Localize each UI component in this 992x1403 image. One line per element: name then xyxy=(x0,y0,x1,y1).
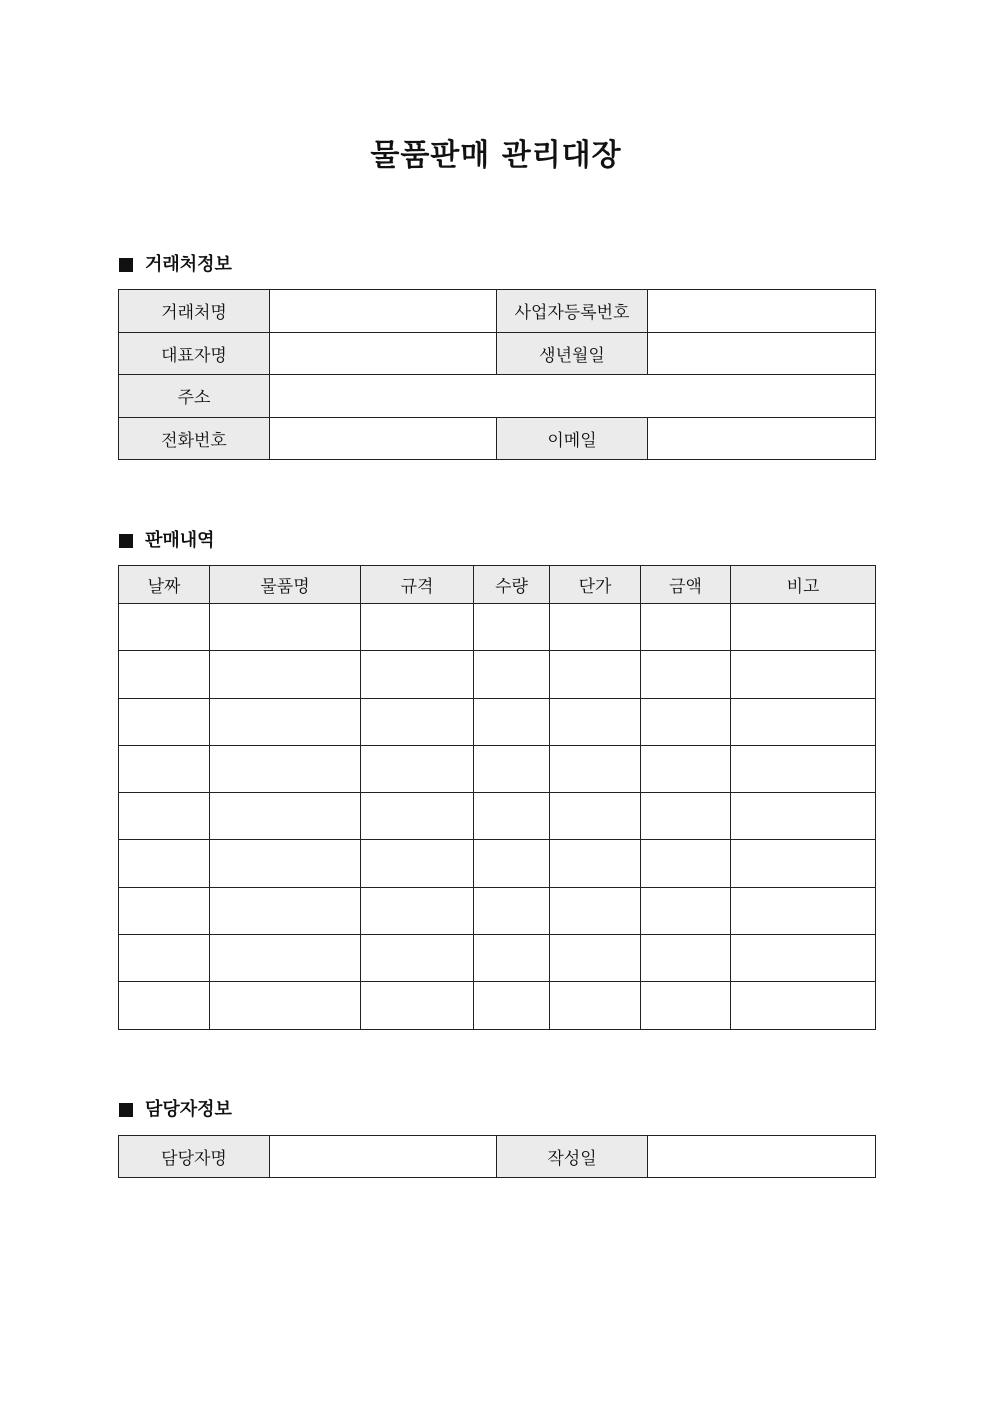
sales-cell-spec[interactable] xyxy=(361,982,474,1029)
sales-cell-amount[interactable] xyxy=(641,651,731,698)
sales-cell-spec[interactable] xyxy=(361,840,474,887)
address-field[interactable] xyxy=(270,375,876,418)
table-row xyxy=(119,651,876,698)
manager-info-heading xyxy=(119,1098,232,1122)
sales-cell-note[interactable] xyxy=(731,793,876,840)
sales-cell-unit-price[interactable] xyxy=(550,887,641,934)
email-field[interactable] xyxy=(648,417,876,460)
sales-cell-spec[interactable] xyxy=(361,745,474,792)
section-bullet-icon xyxy=(119,258,133,272)
business-number-field[interactable] xyxy=(648,290,876,333)
sales-cell-quantity[interactable] xyxy=(474,935,550,982)
table-row xyxy=(119,982,876,1029)
sales-cell-amount[interactable] xyxy=(641,793,731,840)
sales-cell-quantity[interactable] xyxy=(474,745,550,792)
partner-name-label: 거래처명 xyxy=(119,290,270,333)
sales-cell-spec[interactable] xyxy=(361,887,474,934)
table-row xyxy=(119,698,876,745)
sales-cell-item-name[interactable] xyxy=(210,935,361,982)
sales-cell-date[interactable] xyxy=(119,840,210,887)
written-date-label: 작성일 xyxy=(497,1136,648,1178)
sales-cell-note[interactable] xyxy=(731,935,876,982)
partner-row-representative xyxy=(119,332,876,375)
address-label: 주소 xyxy=(119,375,270,418)
sales-cell-amount[interactable] xyxy=(641,982,731,1029)
sales-cell-amount[interactable] xyxy=(641,604,731,651)
sales-cell-item-name[interactable] xyxy=(210,887,361,934)
sales-cell-unit-price[interactable] xyxy=(550,982,641,1029)
partner-info-table xyxy=(118,289,876,460)
sales-cell-quantity[interactable] xyxy=(474,887,550,934)
table-row xyxy=(119,935,876,982)
sales-cell-date[interactable] xyxy=(119,745,210,792)
sales-cell-unit-price[interactable] xyxy=(550,935,641,982)
sales-cell-spec[interactable] xyxy=(361,651,474,698)
sales-cell-note[interactable] xyxy=(731,887,876,934)
table-row xyxy=(119,793,876,840)
sales-cell-date[interactable] xyxy=(119,982,210,1029)
partner-row-address xyxy=(119,375,876,418)
manager-info-heading-label: 담당자정보 xyxy=(145,1099,232,1120)
sales-cell-unit-price[interactable] xyxy=(550,651,641,698)
sales-header-row xyxy=(119,566,876,604)
sales-cell-amount[interactable] xyxy=(641,935,731,982)
partner-row-name xyxy=(119,290,876,333)
sales-cell-unit-price[interactable] xyxy=(550,745,641,792)
sales-cell-date[interactable] xyxy=(119,935,210,982)
sales-cell-quantity[interactable] xyxy=(474,840,550,887)
sales-cell-item-name[interactable] xyxy=(210,793,361,840)
sales-cell-date[interactable] xyxy=(119,651,210,698)
manager-row xyxy=(119,1136,876,1178)
sales-table xyxy=(118,565,876,1030)
section-bullet-icon xyxy=(119,534,133,548)
partner-name-field[interactable] xyxy=(270,290,497,333)
sales-cell-quantity[interactable] xyxy=(474,698,550,745)
page-title: 물품판매 관리대장 xyxy=(370,138,622,173)
sales-cell-note[interactable] xyxy=(731,651,876,698)
sales-cell-item-name[interactable] xyxy=(210,982,361,1029)
business-number-label: 사업자등록번호 xyxy=(497,290,648,333)
email-label: 이메일 xyxy=(497,417,648,460)
sales-cell-date[interactable] xyxy=(119,698,210,745)
phone-field[interactable] xyxy=(270,417,497,460)
table-row xyxy=(119,745,876,792)
sales-cell-amount[interactable] xyxy=(641,840,731,887)
manager-info-table xyxy=(118,1135,876,1178)
sales-cell-unit-price[interactable] xyxy=(550,793,641,840)
table-row xyxy=(119,887,876,934)
partner-row-contact xyxy=(119,417,876,460)
sales-cell-unit-price[interactable] xyxy=(550,604,641,651)
column-header-date: 날짜 xyxy=(119,566,210,604)
sales-cell-quantity[interactable] xyxy=(474,604,550,651)
written-date-field[interactable] xyxy=(648,1136,876,1178)
column-header-quantity: 수량 xyxy=(474,566,550,604)
column-header-note: 비고 xyxy=(731,566,876,604)
sales-cell-spec[interactable] xyxy=(361,793,474,840)
representative-field[interactable] xyxy=(270,332,497,375)
table-row xyxy=(119,604,876,651)
column-header-item-name: 물품명 xyxy=(210,566,361,604)
sales-cell-spec[interactable] xyxy=(361,698,474,745)
section-bullet-icon xyxy=(119,1103,133,1117)
column-header-amount: 금액 xyxy=(641,566,731,604)
sales-cell-date[interactable] xyxy=(119,793,210,840)
sales-cell-unit-price[interactable] xyxy=(550,698,641,745)
sales-cell-note[interactable] xyxy=(731,982,876,1029)
partner-info-heading-label: 거래처정보 xyxy=(145,254,232,275)
sales-cell-quantity[interactable] xyxy=(474,793,550,840)
sales-cell-spec[interactable] xyxy=(361,935,474,982)
phone-label: 전화번호 xyxy=(119,417,270,460)
sales-cell-item-name[interactable] xyxy=(210,840,361,887)
sales-cell-date[interactable] xyxy=(119,604,210,651)
sales-cell-item-name[interactable] xyxy=(210,745,361,792)
manager-name-label: 담당자명 xyxy=(119,1136,270,1178)
sales-heading-label: 판매내역 xyxy=(145,530,215,551)
sales-cell-amount[interactable] xyxy=(641,745,731,792)
manager-name-field[interactable] xyxy=(270,1136,497,1178)
sales-cell-note[interactable] xyxy=(731,604,876,651)
sales-cell-item-name[interactable] xyxy=(210,604,361,651)
sales-cell-amount[interactable] xyxy=(641,887,731,934)
column-header-spec: 규격 xyxy=(361,566,474,604)
sales-cell-note[interactable] xyxy=(731,698,876,745)
sales-heading xyxy=(119,529,215,553)
birthdate-field[interactable] xyxy=(648,332,876,375)
sales-cell-item-name[interactable] xyxy=(210,698,361,745)
sales-cell-quantity[interactable] xyxy=(474,651,550,698)
sales-cell-note[interactable] xyxy=(731,840,876,887)
sales-cell-date[interactable] xyxy=(119,887,210,934)
birthdate-label: 생년월일 xyxy=(497,332,648,375)
sales-cell-note[interactable] xyxy=(731,745,876,792)
sales-cell-quantity[interactable] xyxy=(474,982,550,1029)
sales-cell-spec[interactable] xyxy=(361,604,474,651)
column-header-unit-price: 단가 xyxy=(550,566,641,604)
sales-cell-item-name[interactable] xyxy=(210,651,361,698)
partner-info-heading xyxy=(119,253,232,277)
table-row xyxy=(119,840,876,887)
sales-cell-unit-price[interactable] xyxy=(550,840,641,887)
representative-label: 대표자명 xyxy=(119,332,270,375)
sales-cell-amount[interactable] xyxy=(641,698,731,745)
